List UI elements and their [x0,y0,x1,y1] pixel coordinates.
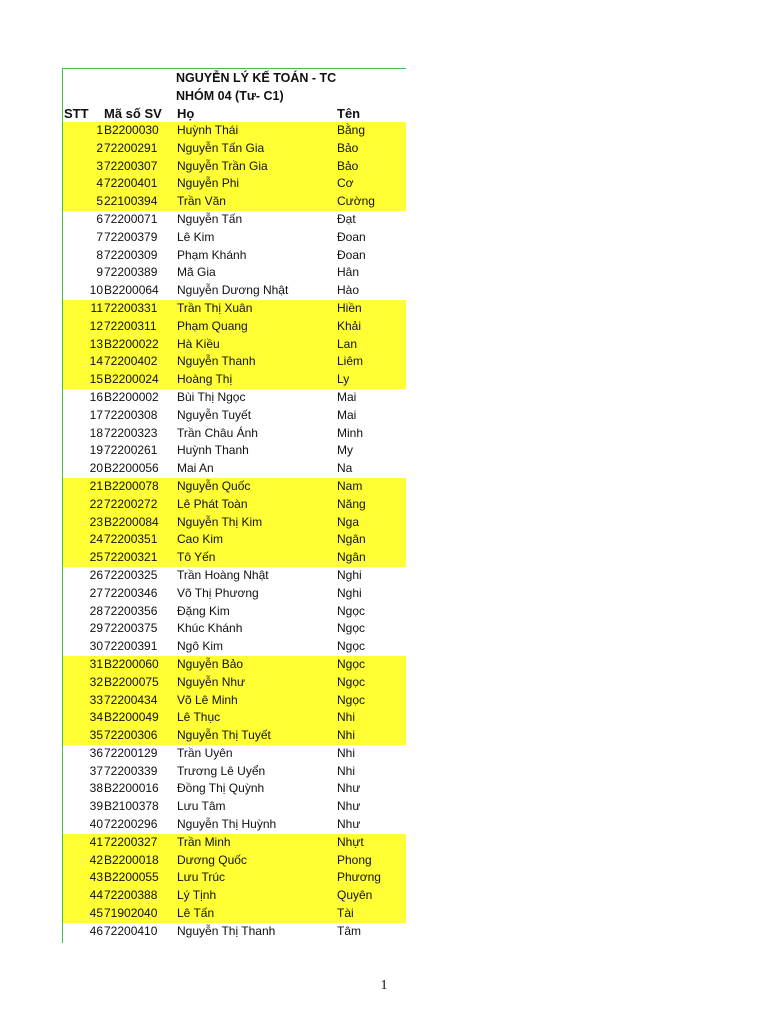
row-given-name: Ngọc [337,639,366,654]
table-row [63,603,406,621]
table-row [63,425,406,443]
table-row [63,264,406,282]
row-stt: 34 [89,710,103,725]
row-stt: 9 [96,265,103,280]
row-given-name: Na [337,461,353,476]
row-given-name: Ngọc [337,603,366,618]
row-given-name: Như [337,781,361,796]
row-surname: Mai An [177,461,214,476]
row-stt: 37 [89,763,103,778]
row-given-name: Cường [337,194,375,209]
row-stt: 35 [89,728,103,743]
row-surname: Lê Thục [177,710,221,725]
row-given-name: Đoan [337,247,366,262]
row-given-name: Hân [337,265,360,280]
row-student-id: B2200078 [104,478,159,493]
row-surname: Nguyễn Phi [177,176,240,191]
row-student-id: 72200346 [104,585,158,600]
table-row [63,798,406,816]
row-surname: Nguyễn Bảo [177,656,244,671]
row-surname: Lê Kim [177,229,215,244]
row-stt: 13 [89,336,103,351]
row-student-id: 22100394 [104,194,158,209]
row-given-name: Nhi [337,763,356,778]
row-stt: 11 [90,300,103,315]
row-surname: Lê Tấn [177,906,215,921]
row-surname: Trần Văn [177,194,226,209]
row-stt: 5 [96,194,103,209]
row-stt: 39 [89,799,103,814]
row-surname: Bùi Thị Ngọc [177,389,246,404]
row-student-id: 71902040 [104,906,158,921]
row-given-name: Mai [337,407,357,422]
row-given-name: Ngọc [337,656,366,671]
header-surname: Họ [177,106,195,121]
row-surname: Lý Tịnh [177,888,217,903]
row-student-id: 72200410 [104,923,158,938]
row-given-name: Bảo [337,140,359,155]
row-given-name: Ngọc [337,621,366,636]
row-student-id: 72200339 [104,763,158,778]
row-student-id: 72200261 [104,443,158,458]
table-row [63,709,406,727]
row-surname: Nguyễn Quốc [177,478,251,493]
row-surname: Võ Lê Minh [177,692,238,707]
row-stt: 16 [89,389,103,404]
row-surname: Huỳnh Thanh [177,443,249,458]
table-row [63,300,406,318]
group-title: NHÓM 04 (Tư- C1) [176,89,284,103]
row-given-name: Tâm [337,923,361,938]
row-student-id: 72200071 [104,211,158,226]
table-row [63,193,406,211]
row-student-id: 72200306 [104,728,158,743]
row-stt: 24 [89,532,103,547]
row-surname: Lưu Tâm [177,799,226,814]
row-given-name: My [337,443,353,458]
row-student-id: 72200272 [104,496,158,511]
student-table-body [63,122,406,941]
header-student-id: Mã số SV [104,106,162,121]
row-student-id: 72200331 [104,300,158,315]
row-stt: 1 [96,123,103,137]
row-given-name: Quyên [337,888,373,903]
table-row [63,887,406,905]
row-stt: 26 [89,567,103,582]
row-given-name: Như [337,799,361,814]
header-stt: STT [64,106,89,121]
row-given-name: Như [337,817,361,832]
row-student-id: 72200434 [104,692,158,707]
table-row [63,674,406,692]
row-surname: Nguyễn Tuyết [177,407,252,422]
row-stt: 29 [89,621,103,636]
row-stt: 36 [89,745,103,760]
row-stt: 33 [89,692,103,707]
row-given-name: Ngân [337,550,366,565]
row-student-id: 72200307 [104,158,158,173]
row-stt: 15 [89,372,103,387]
table-row [63,282,406,300]
row-student-id: 72200375 [104,621,158,636]
table-header [62,105,406,123]
row-surname: Trần Châu Ánh [177,425,258,440]
row-surname: Lê Phát Toàn [177,496,248,511]
row-given-name: Nam [337,478,363,493]
course-title: NGUYỄN LÝ KẾ TOÁN - TC [176,71,337,85]
row-stt: 41 [89,834,103,849]
row-surname: Cao Kim [177,532,224,547]
row-surname: Nguyễn Như [177,674,246,689]
table-row [63,692,406,710]
table-row [63,175,406,193]
row-student-id: 72200388 [104,888,158,903]
row-stt: 28 [89,603,103,618]
row-student-id: 72200402 [104,354,158,369]
table-row [63,745,406,763]
table-row [63,727,406,745]
table-row [63,336,406,354]
row-surname: Hà Kiều [177,336,220,351]
row-student-id: B2200024 [104,372,159,387]
sheet-top-border [62,68,406,69]
row-student-id: 72200389 [104,265,158,280]
row-given-name: Ly [337,372,350,387]
row-stt: 12 [89,318,103,333]
row-given-name: Nghi [337,585,362,600]
row-given-name: Lan [337,336,358,351]
table-row [63,442,406,460]
table-row [63,229,406,247]
row-given-name: Khải [337,318,362,333]
row-given-name: Ngọc [337,674,366,689]
table-row [63,460,406,478]
row-surname: Hoàng Thị [177,372,233,387]
row-stt: 30 [89,639,103,654]
table-row [63,585,406,603]
row-surname: Nguyễn Thị Kim [177,514,263,529]
row-surname: Phạm Khánh [177,247,247,262]
row-surname: Nguyễn Thị Huỳnh [177,817,277,832]
row-surname: Trần Hoàng Nhật [177,567,269,582]
table-row [63,531,406,549]
table-row [63,567,406,585]
table-row [63,407,406,425]
header-given-name: Tên [337,106,361,121]
table-row [63,371,406,389]
table-row [63,496,406,514]
row-given-name: Phương [337,870,381,885]
row-student-id: 72200351 [104,532,158,547]
row-given-name: Ngân [337,532,366,547]
row-given-name: Nghi [337,567,362,582]
row-given-name: Nhi [337,728,356,743]
table-row [63,638,406,656]
row-student-id: B2200056 [104,461,159,476]
table-row [63,923,406,941]
row-stt: 23 [89,514,103,529]
row-stt: 25 [89,550,103,565]
row-student-id: B2200049 [104,710,159,725]
row-given-name: Đoan [337,229,366,244]
row-stt: 14 [89,354,103,369]
row-stt: 18 [89,425,103,440]
row-student-id: B2200064 [104,283,159,298]
table-row [63,478,406,496]
row-stt: 6 [96,211,103,226]
row-given-name: Tài [337,906,354,921]
row-student-id: 72200291 [104,140,158,155]
row-surname: Đồng Thị Quỳnh [177,781,265,796]
row-surname: Khúc Khánh [177,621,243,636]
row-stt: 20 [89,461,103,476]
row-stt: 19 [89,443,103,458]
row-surname: Nguyễn Thanh [177,354,256,369]
table-row [63,140,406,158]
row-given-name: Cơ [337,176,354,191]
row-stt: 10 [89,283,103,298]
row-surname: Nguyễn Dương Nhật [177,283,289,298]
table-row [63,549,406,567]
row-stt: 32 [89,674,103,689]
table-row [63,389,406,407]
table-row [63,318,406,336]
row-given-name: Nhi [337,710,356,725]
table-row [63,834,406,852]
row-student-id: B2200030 [104,123,159,137]
row-student-id: B2200055 [104,870,159,885]
page-number: 1 [380,978,388,993]
row-student-id: B2200022 [104,336,159,351]
row-surname: Nguyễn Thị Tuyết [177,728,271,743]
table-row [63,514,406,532]
row-student-id: 72200356 [104,603,158,618]
row-surname: Ngô Kim [177,639,224,654]
table-row [63,763,406,781]
row-stt: 2 [96,140,103,155]
row-student-id: B2100378 [104,799,159,814]
row-surname: Trần Thị Xuân [177,300,253,315]
row-surname: Đặng Kim [177,603,230,618]
row-stt: 8 [96,247,103,262]
row-stt: 44 [89,888,103,903]
row-student-id: B2200060 [104,656,159,671]
row-student-id: 72200309 [104,247,158,262]
row-student-id: B2200084 [104,514,159,529]
row-stt: 40 [89,817,103,832]
row-surname: Phạm Quang [177,318,248,333]
table-row [63,816,406,834]
row-surname: Nguyễn Trần Gia [177,158,268,173]
row-surname: Tô Yến [177,550,216,565]
row-stt: 45 [89,906,103,921]
row-stt: 46 [89,923,103,938]
row-student-id: 72200321 [104,550,158,565]
table-row [63,656,406,674]
row-given-name: Bằng [337,123,366,137]
row-student-id: 72200308 [104,407,158,422]
row-given-name: Đạt [337,211,356,226]
row-given-name: Mai [337,389,357,404]
row-student-id: 72200311 [104,318,157,333]
row-student-id: 72200379 [104,229,158,244]
row-stt: 31 [89,656,103,671]
table-row [63,780,406,798]
row-given-name: Nhựt [337,834,364,849]
row-surname: Dương Quốc [177,852,247,867]
row-given-name: Hào [337,283,360,298]
row-stt: 22 [89,496,103,511]
table-row [63,620,406,638]
row-stt: 42 [89,852,103,867]
table-row [63,211,406,229]
row-surname: Nguyễn Tấn [177,211,243,226]
row-stt: 38 [89,781,103,796]
row-stt: 3 [96,158,103,173]
row-stt: 4 [96,176,103,191]
row-student-id: 72200325 [104,567,158,582]
row-surname: Nguyễn Tấn Gia [177,140,265,155]
row-stt: 17 [89,407,103,422]
row-student-id: 72200129 [104,745,158,760]
row-given-name: Nga [337,514,360,529]
row-surname: Nguyễn Thị Thanh [177,923,276,938]
row-student-id: B2200075 [104,674,159,689]
row-surname: Võ Thị Phương [177,585,259,600]
row-given-name: Liêm [337,354,364,369]
table-row [63,905,406,923]
row-surname: Trần Minh [177,834,231,849]
row-given-name: Phong [337,852,372,867]
table-row [63,122,406,140]
row-student-id: 72200327 [104,834,158,849]
row-student-id: 72200401 [104,176,158,191]
table-row [63,852,406,870]
row-student-id: 72200296 [104,817,158,832]
row-given-name: Hiền [337,300,362,315]
row-student-id: 72200323 [104,425,158,440]
row-given-name: Bảo [337,158,359,173]
row-given-name: Năng [337,496,366,511]
table-row [63,353,406,371]
row-surname: Trương Lê Uyển [177,763,266,778]
table-row [63,158,406,176]
row-surname: Huỳnh Thái [177,123,239,137]
row-stt: 27 [89,585,103,600]
row-given-name: Minh [337,425,364,440]
row-surname: Trần Uyên [177,745,233,760]
row-given-name: Ngọc [337,692,366,707]
row-student-id: 72200391 [104,639,158,654]
row-stt: 21 [89,478,103,493]
row-stt: 7 [96,229,103,244]
row-student-id: B2200016 [104,781,159,796]
row-student-id: B2200018 [104,852,159,867]
row-given-name: Nhi [337,745,356,760]
table-row [63,869,406,887]
row-surname: Mã Gia [177,265,216,280]
row-surname: Lưu Trúc [177,870,226,885]
row-stt: 43 [89,870,103,885]
row-student-id: B2200002 [104,389,159,404]
table-row [63,247,406,265]
